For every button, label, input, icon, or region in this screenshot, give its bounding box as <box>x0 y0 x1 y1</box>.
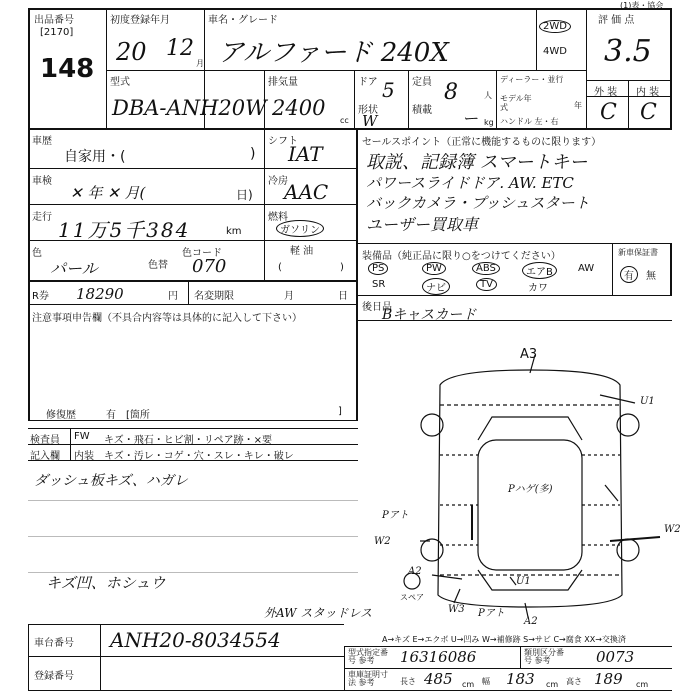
rule-ext-int <box>628 80 629 128</box>
pointer-w2-right <box>610 537 660 541</box>
reg-label: 初度登録年月 <box>110 15 170 26</box>
fuel-diesel: 軽 油 <box>290 246 314 257</box>
drive-4wd: 4WD <box>543 46 567 57</box>
equip-abs: ABS <box>472 262 500 275</box>
chassis-value: ANH20-8034554 <box>110 628 281 652</box>
rule-warranty-left <box>612 243 613 295</box>
ac-label: 冷房 <box>268 176 288 187</box>
pointer-a2-bottom <box>525 603 528 617</box>
dmg-w2-right: W2 <box>664 524 681 535</box>
shape-label: 形状 <box>358 105 378 116</box>
rule-specs-bottom <box>28 128 672 130</box>
rule-shift-left <box>264 130 265 280</box>
height-unit: cm <box>636 680 649 689</box>
load-unit: kg <box>484 118 494 127</box>
extras-label: 後日品 <box>362 302 392 313</box>
recycle-unit: 円 <box>168 291 178 302</box>
sales-line-2: パワースライドドア. AW. ETC <box>366 174 574 192</box>
rule-bottom <box>28 690 672 691</box>
rule-reg-mid <box>344 668 672 669</box>
fuel-paren-close: ) <box>340 262 344 273</box>
cc-value: 2400 <box>272 96 326 120</box>
rule-chassis-top <box>28 624 344 625</box>
length-value: 485 <box>424 670 453 688</box>
height-label: 高さ <box>566 677 582 686</box>
drive-2wd: 2WD <box>539 20 571 33</box>
pointer-w3 <box>454 589 460 603</box>
rule-notes-bottom <box>28 420 358 421</box>
color-label: 色 <box>32 248 42 259</box>
rule-row-color <box>28 280 358 282</box>
warranty-no: 無 <box>646 271 656 282</box>
int-grade: C <box>640 100 657 125</box>
equip-tv: TV <box>476 278 497 291</box>
rule-extras-top <box>358 295 672 296</box>
pointer-u1-top <box>600 395 635 403</box>
length-label: 長さ <box>400 677 416 686</box>
rule-door-left <box>354 70 355 128</box>
rule-chassis-left <box>28 624 29 690</box>
car-label: 車名・グレード <box>208 15 278 26</box>
ext-label: 外 装 <box>594 87 618 98</box>
inspector-row-2: キズ・汚レ・コゲ・穴・スレ・キレ・破レ <box>104 451 294 462</box>
inspector-interior: 内装 <box>74 451 94 462</box>
doors-label: ドア <box>358 77 378 88</box>
mileage-label: 走行 <box>32 212 52 223</box>
inspector-row-1: キズ・飛石・ヒビ割・リペア跡・×要 <box>104 435 272 446</box>
car-right-doors <box>582 455 620 545</box>
history-close: ) <box>250 146 256 162</box>
car-windshield <box>478 417 582 440</box>
rule-namechange-left <box>188 282 189 304</box>
rule-left-col <box>356 130 358 420</box>
height-value: 189 <box>594 670 623 688</box>
shape-value: W <box>362 112 378 130</box>
rule-row-inspection <box>28 204 358 205</box>
equip-pw: PW <box>422 262 446 275</box>
reg-month: 12 <box>166 36 194 61</box>
rule-inspector-top <box>28 428 358 429</box>
inspector-fw: FW <box>74 431 90 442</box>
equip-leather: カワ <box>528 283 548 294</box>
car-name: アルファード 240X <box>218 38 449 68</box>
border-top <box>28 8 672 10</box>
rule-reg-left <box>344 646 345 690</box>
name-change-month: 月 <box>284 291 294 302</box>
lot-code: [2170] <box>40 27 74 38</box>
notes-label: 注意事項申告欄（不具合内容等は具体的に記入して下さい） <box>32 313 302 324</box>
repair-value: 有 <box>106 410 116 421</box>
name-change-day: 日 <box>338 291 348 302</box>
width-label: 幅 <box>482 677 490 686</box>
rule-chassis-bottom <box>28 656 344 657</box>
model-value: DBA-ANH20W <box>112 96 267 120</box>
history-value: 自家用・( <box>64 149 126 165</box>
shift-label: シフト <box>268 136 298 147</box>
lot-label: 出品番号 <box>34 15 74 26</box>
car-roof <box>478 440 582 570</box>
inspector-label-1: 検査員 <box>30 435 60 446</box>
rule-chassis-col <box>100 624 101 690</box>
rule-reg-split <box>520 646 521 668</box>
warranty-label: 新車保証書 <box>618 248 658 257</box>
sales-label: セールスポイント（正常に機能するものに限ります） <box>362 137 602 148</box>
equip-airbag: エアB <box>522 262 557 279</box>
fuel-gasoline: ガソリン <box>276 220 324 237</box>
dmg-paint-bottom: Pアト <box>478 608 505 619</box>
dmg-u1-bottom: U1 <box>516 576 531 587</box>
inspection-close: 日) <box>236 188 253 202</box>
grade-value: 3.5 <box>604 34 652 69</box>
designation-value: 16316086 <box>400 648 477 666</box>
mileage-unit: km <box>226 226 242 237</box>
size-label: 車庫証明寸法 参考 <box>348 670 388 687</box>
grade-label: 評 価 点 <box>598 15 635 26</box>
shift-value: IAT <box>288 142 323 166</box>
repair-places: [箇所 <box>126 410 150 421</box>
handle-label: ハンドル 左・右 <box>500 117 559 126</box>
rule-seats-left <box>408 70 409 128</box>
rule-note-1 <box>28 500 358 501</box>
dmg-w3: W3 <box>448 604 465 615</box>
cc-label: 排気量 <box>268 77 298 88</box>
dmg-paint-left: Pアト <box>382 510 409 521</box>
wheel-rear-left <box>421 539 443 561</box>
color-code: 070 <box>192 256 227 277</box>
reg-year: 20 <box>116 38 147 66</box>
history-label: 車歴 <box>32 136 52 147</box>
color-value: パール <box>50 259 98 278</box>
repair-label: 修復歴 <box>46 410 76 421</box>
inspection-label: 車検 <box>32 176 52 187</box>
border-right <box>670 8 672 128</box>
border-left <box>28 8 30 420</box>
load-value: ー <box>462 109 479 128</box>
equip-ps: PS <box>368 262 388 275</box>
inspector-note-2: キズ凹、ホシュウ <box>46 574 166 592</box>
length-unit: cm <box>462 680 475 689</box>
reg-month-unit: 月 <box>196 59 204 68</box>
rule-note-2 <box>28 536 358 537</box>
category-label: 類別区分番号 参考 <box>524 648 564 665</box>
rule-reg-top <box>344 646 672 647</box>
equip-sr: SR <box>372 279 386 290</box>
width-unit: cm <box>546 680 559 689</box>
extras-value: Bキャスカード <box>382 307 477 323</box>
top-right-mark: (1)表・協会 <box>620 1 664 10</box>
width-value: 183 <box>506 670 535 688</box>
seats-label: 定員 <box>412 77 432 88</box>
registration-label: 登録番号 <box>34 671 74 682</box>
designation-label: 型式指定番号 参考 <box>348 648 388 665</box>
model-label: 型式 <box>110 77 130 88</box>
ext-grade: C <box>600 100 617 125</box>
recycle-value: 18290 <box>76 285 124 303</box>
dmg-spare: スペア <box>400 593 424 602</box>
sales-line-1: 取説、記録簿 スマートキー <box>366 152 588 173</box>
rule-drive-left <box>536 8 537 70</box>
category-value: 0073 <box>596 648 635 666</box>
equip-navi: ナビ <box>422 278 450 295</box>
rule-equip-top <box>358 243 672 244</box>
inspection-value: ✕ 年 ✕ 月( <box>70 184 146 202</box>
doors-value: 5 <box>382 78 395 102</box>
equipment-label: 装備品（純正品に限り○をつけてください） <box>362 251 561 262</box>
dmg-a2-left: A2 <box>408 566 422 577</box>
inspector-note-3: 外AW スタッドレス <box>264 606 372 620</box>
ac-value: AAC <box>284 180 329 204</box>
rule-row-history <box>28 168 358 169</box>
dmg-u1-top: U1 <box>640 396 655 407</box>
model-year-label: モデル年式 <box>500 94 532 112</box>
warranty-yes: 有 <box>620 266 638 283</box>
rule-dealer-left <box>496 70 497 128</box>
rule-grade-bottom <box>586 80 672 81</box>
wheel-rear-right <box>617 539 639 561</box>
equip-aw: AW <box>578 263 595 274</box>
fuel-label: 燃料 <box>268 212 288 223</box>
dealer-label: ディーラー・並行 <box>500 75 564 84</box>
rule-lot-right <box>106 8 107 128</box>
chassis-label: 車台番号 <box>34 638 74 649</box>
sales-line-3: バックカメラ・プッシュスタート <box>366 194 590 212</box>
rule-equip-right <box>670 243 672 295</box>
sales-line-4: ユーザー買取車 <box>366 215 479 234</box>
load-label: 積載 <box>412 105 432 116</box>
lot-number: 148 <box>40 54 95 84</box>
seats-unit: 人 <box>484 91 492 100</box>
rule-inspector-col <box>70 428 71 460</box>
name-change-label: 名変期限 <box>194 291 234 302</box>
inspector-label-2: 記入欄 <box>30 451 60 462</box>
model-year-unit: 年 <box>574 101 582 110</box>
seats-value: 8 <box>444 80 458 105</box>
cc-unit: cc <box>340 116 349 125</box>
rule-grade-left <box>586 8 587 128</box>
mileage-value: 11万5千384 <box>58 218 191 242</box>
damage-legend: A→キズ E→エクボ U→凹み W→補修跡 S→サビ C→腐食 XX→交換済 <box>382 635 626 644</box>
rule-mid <box>106 70 586 71</box>
dmg-a2-bottom: A2 <box>524 616 538 627</box>
inspector-note-1: ダッシュ板キズ、ハガレ <box>34 473 188 489</box>
dmg-w2-left: W2 <box>374 536 391 547</box>
repair-close: ] <box>338 406 342 417</box>
pointer-phage <box>605 485 618 501</box>
int-label: 内 装 <box>636 87 660 98</box>
rule-row-recycle <box>28 304 358 305</box>
color-change-label: 色替 <box>148 260 168 271</box>
dmg-phage: Pハゲ(多) <box>508 484 553 495</box>
recycle-label: R券 <box>32 291 49 302</box>
dmg-a3: A3 <box>520 347 538 362</box>
fuel-paren: ( <box>278 262 282 273</box>
color-code-label: 色コード <box>182 248 222 259</box>
